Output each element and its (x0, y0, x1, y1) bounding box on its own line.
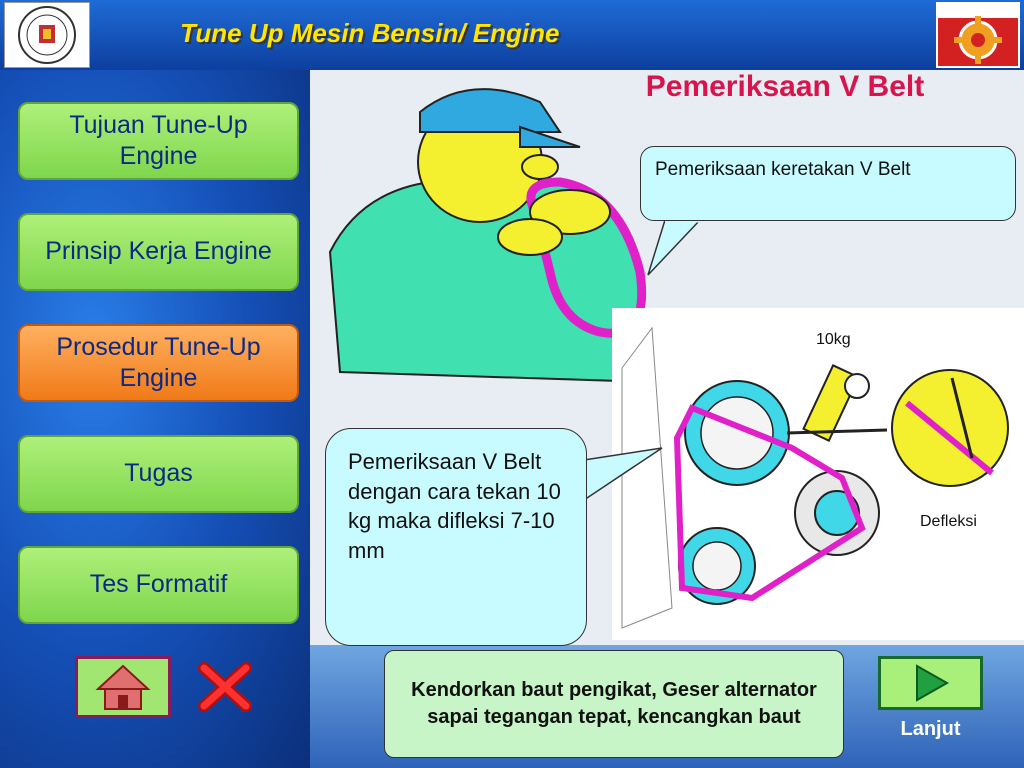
instruction-text: Kendorkan baut pengikat, Geser alternator sapai tegangan tepat, kencangkan baut (411, 679, 817, 728)
close-button[interactable] (196, 660, 254, 714)
header-title: Tune Up Mesin Bensin/ Engine (180, 18, 560, 48)
pulley-belt-deflection-diagram (612, 308, 1024, 640)
sidebar-item-label: Prinsip Kerja Engine (45, 237, 272, 266)
school-emblem-icon (4, 2, 90, 68)
callout-pointer (580, 440, 670, 510)
home-button[interactable] (75, 656, 171, 718)
callout-crack-check (640, 146, 1016, 221)
deflection-label: Defleksi (920, 513, 977, 530)
sidebar-item-label: Tes Formatif (89, 570, 228, 599)
sidebar-item-tugas[interactable] (18, 435, 299, 513)
callout-text: Pemeriksaan V Belt dengan cara tekan 10 kg maka difleksi 7-10 mm (348, 449, 561, 564)
sidebar-item-label: Tujuan Tune-Up Engine (69, 110, 248, 170)
callout-deflection-check (325, 428, 587, 646)
sidebar-item-label: Tugas (124, 459, 193, 488)
next-button[interactable] (878, 656, 983, 710)
instruction-note (384, 650, 844, 758)
sidebar-item-prinsip[interactable] (18, 213, 299, 291)
header-bar (0, 0, 1024, 70)
page-title: Pemeriksaan V Belt (645, 70, 925, 103)
sidebar-item-tes-formatif[interactable] (18, 546, 299, 624)
play-triangle-icon (911, 663, 951, 703)
sidebar-item-label: Prosedur Tune-Up Engine (56, 332, 261, 392)
weight-label: 10kg (816, 331, 851, 348)
next-label[interactable]: Lanjut (900, 718, 961, 740)
close-icon (196, 660, 254, 714)
sidebar-item-prosedur[interactable] (18, 324, 299, 402)
home-icon (95, 663, 151, 711)
smk-setia-budhi-gear-logo-icon (936, 2, 1020, 68)
callout-text: Pemeriksaan keretakan V Belt (655, 159, 911, 180)
sidebar-item-tujuan[interactable] (18, 102, 299, 180)
